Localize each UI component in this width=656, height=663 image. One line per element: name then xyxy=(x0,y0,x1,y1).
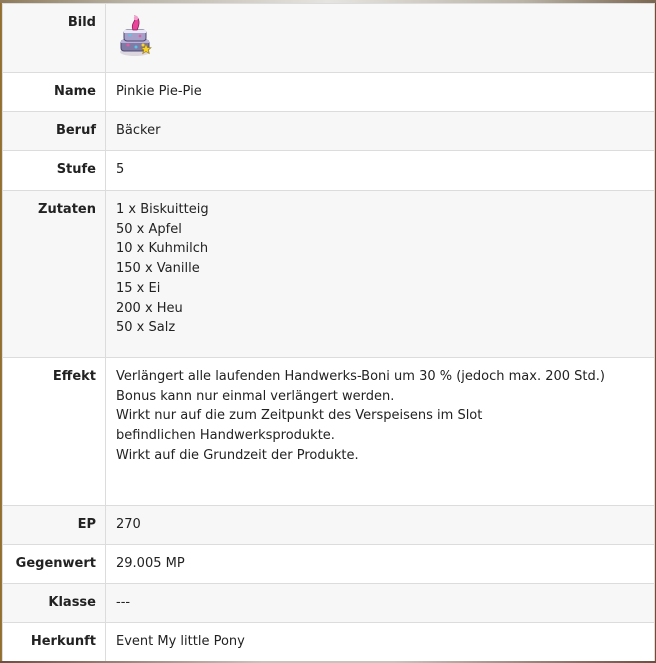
label-herkunft: Herkunft xyxy=(3,623,106,662)
ingredient-item: 15 x Ei xyxy=(116,280,161,296)
value-name: Pinkie Pie-Pie xyxy=(106,73,655,112)
effect-line: Wirkt nur auf die zum Zeitpunkt des Verspeisens im Slot xyxy=(116,408,483,424)
value-beruf: Bäcker xyxy=(106,112,655,151)
label-stufe: Stufe xyxy=(3,151,106,191)
row-bild xyxy=(3,4,655,73)
value-bild xyxy=(106,4,655,73)
label-zutaten: Zutaten xyxy=(3,191,106,358)
row-gegenwert xyxy=(3,545,655,584)
label-beruf: Beruf xyxy=(3,112,106,151)
ingredient-item: 200 x Heu xyxy=(116,300,183,316)
ingredient-item: 1 x Biskuitteig xyxy=(116,202,209,217)
value-gegenwert: 29.005 MP xyxy=(106,545,655,584)
row-name xyxy=(3,73,655,112)
row-ep xyxy=(3,506,655,545)
label-name: Name xyxy=(3,73,106,112)
label-gegenwert: Gegenwert xyxy=(3,545,106,584)
row-zutaten xyxy=(3,191,655,358)
value-klasse: --- xyxy=(106,584,655,623)
ingredient-item: 50 x Apfel xyxy=(116,221,182,237)
effect-line: Bonus kann nur einmal verlängert werden. xyxy=(116,388,395,404)
effect-line: befindlichen Handwerksprodukte. xyxy=(116,428,335,444)
effect-line: Verlängert alle laufenden Handwerks-Boni um 30 % (jedoch max. 200 Std.) xyxy=(116,369,605,384)
row-effekt xyxy=(3,358,655,506)
effect-line: Wirkt auf die Grundzeit der Produkte. xyxy=(116,447,359,463)
ingredient-item: 50 x Salz xyxy=(116,320,176,336)
value-zutaten xyxy=(106,191,655,358)
ingredient-item: 10 x Kuhmilch xyxy=(116,241,209,257)
value-effekt xyxy=(106,358,655,506)
value-herkunft: Event My little Pony xyxy=(106,623,655,662)
label-effekt: Effekt xyxy=(3,358,106,506)
row-klasse xyxy=(3,584,655,623)
ingredient-item: 150 x Vanille xyxy=(116,261,200,277)
label-klasse: Klasse xyxy=(3,584,106,623)
item-info-table xyxy=(2,3,655,662)
value-ep: 270 xyxy=(106,506,655,545)
row-beruf xyxy=(3,112,655,151)
row-herkunft xyxy=(3,623,655,662)
label-ep: EP xyxy=(3,506,106,545)
value-stufe: 5 xyxy=(106,151,655,191)
label-bild: Bild xyxy=(3,4,106,73)
pinkie-pie-cake-icon xyxy=(116,10,156,58)
row-stufe xyxy=(3,151,655,191)
